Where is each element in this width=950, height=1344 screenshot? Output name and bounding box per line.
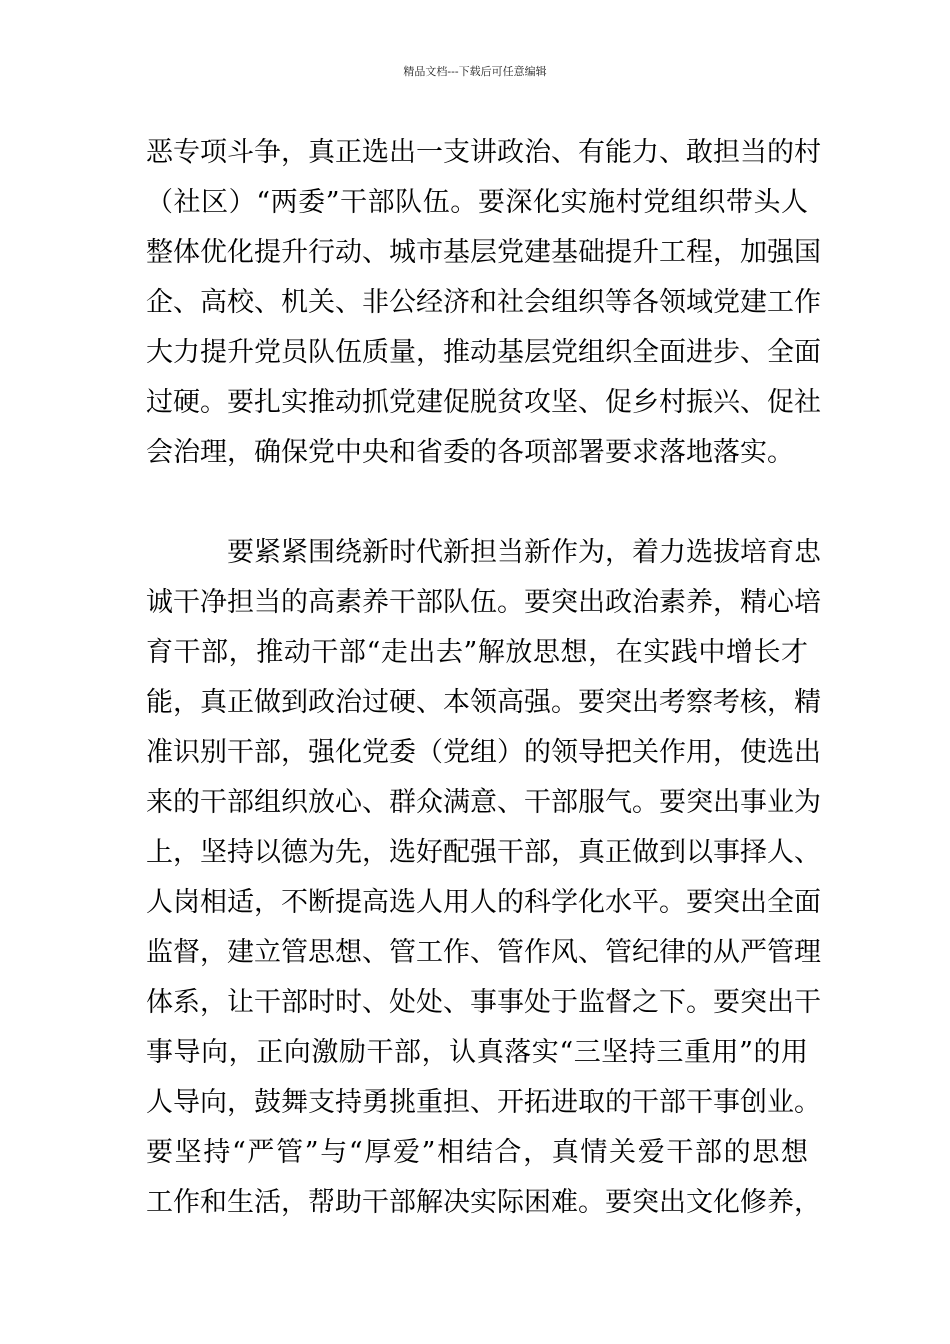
text-line: 大力提升党员队伍质量，推动基层党组织全面进步、全面 — [146, 337, 821, 368]
text-line: 企、高校、机关、非公经济和社会组织等各领域党建工作 — [146, 287, 821, 318]
text-line: 工作和生活，帮助干部解决实际困难。要突出文化修养， — [146, 1187, 821, 1218]
text-line: 要紧紧围绕新时代新担当新作为，着力选拔培育忠 — [227, 537, 821, 568]
text-line: 会治理，确保党中央和省委的各项部署要求落地落实。 — [146, 437, 794, 468]
text-line: 人导向，鼓舞支持勇挑重担、开拓进取的干部干事创业。 — [146, 1087, 821, 1118]
text-line: 事导向，正向激励干部，认真落实“三坚持三重用”的用 — [146, 1037, 808, 1068]
text-line: 来的干部组织放心、群众满意、干部服气。要突出事业为 — [146, 787, 821, 818]
text-line: 诚干净担当的高素养干部队伍。要突出政治素养，精心培 — [146, 587, 821, 618]
text-line: 要坚持“严管”与“厚爱”相结合，真情关爱干部的思想 — [146, 1137, 808, 1168]
text-line: 体系，让干部时时、处处、事事处于监督之下。要突出干 — [146, 987, 821, 1018]
text-line: 过硬。要扎实推动抓党建促脱贫攻坚、促乡村振兴、促社 — [146, 387, 821, 418]
text-line: 准识别干部，强化党委（党组）的领导把关作用，使选出 — [146, 737, 821, 768]
text-line: 上，坚持以德为先，选好配强干部，真正做到以事择人、 — [146, 837, 821, 868]
page-header: 精品文档---下载后可任意编辑 — [403, 65, 547, 78]
text-line: （社区）“两委”干部队伍。要深化实施村党组织带头人 — [146, 187, 808, 218]
text-line: 恶专项斗争，真正选出一支讲政治、有能力、敢担当的村 — [146, 137, 821, 168]
text-line: 整体优化提升行动、城市基层党建基础提升工程，加强国 — [146, 237, 821, 268]
text-line: 育干部，推动干部“走出去”解放思想，在实践中增长才 — [146, 637, 808, 668]
paragraph-1 — [146, 128, 821, 478]
document-body — [146, 128, 821, 1228]
text-line: 监督，建立管思想、管工作、管作风、管纪律的从严管理 — [146, 937, 821, 968]
text-line: 能，真正做到政治过硬、本领高强。要突出考察考核，精 — [146, 687, 821, 718]
paragraph-2 — [146, 528, 821, 1228]
text-line: 人岗相适，不断提高选人用人的科学化水平。要突出全面 — [146, 887, 821, 918]
paragraph-spacer — [146, 478, 808, 528]
